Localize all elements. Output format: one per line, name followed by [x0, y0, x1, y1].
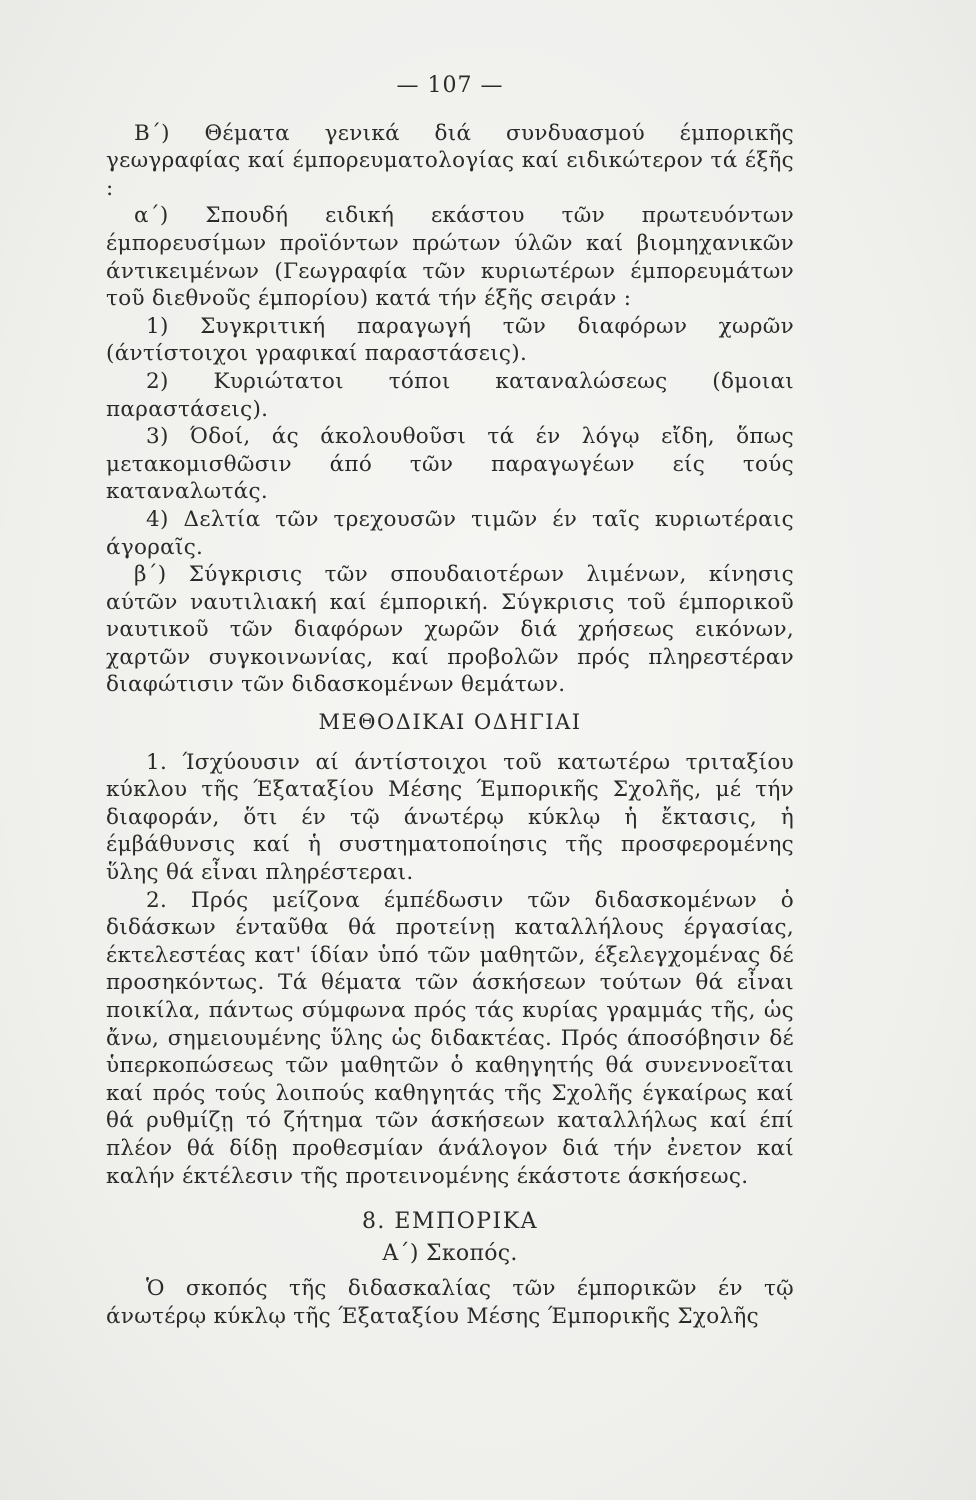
guide-1-paragraph: 1. Ίσχύουσιν αί άντίστοιχοι τοῦ κατωτέρω τριταξίου κύκλου τῆς Έξαταξίου Μέσης Έμπορικῆς Σχολῆς, μέ τήν διαφοράν, ὅτι έν τῷ άνωτέρῳ κύκλῳ ἡ ἔκτασις, ἡ έμβάθυνσις καί ἡ συστηματοποίησις τῆς προσφερομένης ὕλης θά εἶναι πληρέστεραι. — [106, 749, 794, 886]
item-a-paragraph: α΄) Σπουδή ειδική εκάστου τῶν πρωτευόντων έμπορευσίμων προϊόντων πρώτων ύλῶν καί βιομηχανικῶν άντικειμένων (Γεωγραφία τῶν κυριωτέρων έμπορευμάτων τοῦ διεθνοῦς έμπορίου) κατά τήν έξῆς σειράν : — [106, 203, 794, 312]
skopos-paragraph: Ὁ σκοπός τῆς διδασκαλίας τῶν έμπορικῶν έν τῷ άνωτέρῳ κύκλῳ τῆς Έξαταξίου Μέσης Έμπορικῆς Σχολῆς — [106, 1276, 794, 1329]
item-b-paragraph: β΄) Σύγκρισις τῶν σπουδαιοτέρων λιμένων, κίνησις αύτῶν ναυτιλιακή καί έμπορική. Σύγκρισις τοῦ έμπορικοῦ ναυτικοῦ τῶν διαφόρων χωρῶν διά χρήσεως εικόνων, χαρτῶν συγκοινωνίας, καί προβολῶν πρός πληρεστέραν διαφώτισιν τῶν διδασκομένων θεμάτων. — [106, 562, 794, 698]
skopos-subheading: Α΄) Σκοπός. — [382, 1240, 518, 1266]
item-1-paragraph: 1) Συγκριτική παραγωγή τῶν διαφόρων χωρῶν (άντίστοιχοι γραφικαί παραστάσεις). — [106, 313, 794, 367]
page-number: — 107 — — [396, 73, 504, 98]
item-4-paragraph: 4) Δελτία τῶν τρεχουσῶν τιμῶν έν ταῖς κυριωτέραις άγοραῖς. — [106, 506, 794, 560]
guide-2-paragraph: 2. Πρός μείζονα έμπέδωσιν τῶν διδασκομένων ὁ διδάσκων ένταῦθα θά προτείνῃ καταλλήλους έργασίας, έκτελεστέας κατ' ίδίαν ὑπό τῶν μαθητῶν, έξελεγχομένας δέ προσηκόντως. Τά θέματα τῶν άσκήσεων τούτων θά εἶναι ποικίλα, πάντως σύμφωνα πρός τάς κυρίας γραμμάς τῆς, ὡς ἄνω, σημειουμένης ὕλης ὡς διδακτέας. Πρός άποσόβησιν δέ ὑπερκοπώσεως τῶν μαθητῶν ὁ καθηγητής θά συνεννοεῖται καί πρός τούς λοιπούς καθηγητάς τῆς Σχολῆς έγκαίρως καί θά ρυθμίζῃ τό ζήτημα τῶν άσκήσεων καταλλήλως καί έπί πλέον θά δίδῃ προθεσμίαν άνάλογον διά τήν ἐνετον καί καλήν έκτέλεσιν τῆς προτεινομένης έκάστοτε άσκήσεως. — [106, 887, 794, 1189]
item-3-paragraph: 3) Όδοί, άς άκολουθοῦσι τά έν λόγῳ εἴδη, ὅπως μετακομισθῶσιν άπό τῶν παραγωγέων είς τούς καταναλωτάς. — [106, 424, 794, 505]
emporika-heading: 8. ΕΜΠΟΡΙΚΑ — [361, 1209, 539, 1235]
section-b-intro: Β΄) Θέματα γενικά διά συνδυασμού έμπορικῆς γεωγραφίας καί έμπορευματολογίας καί ειδικώτερον τά έξῆς : — [106, 120, 794, 201]
page-text-block — [106, 72, 794, 1331]
methodikai-heading: ΜΕΘΟΔΙΚΑΙ ΟΔΗΓΙΑΙ — [318, 710, 582, 735]
item-2-paragraph: 2) Κυριώτατοι τόποι καταναλώσεως (δμοιαι παραστάσεις). — [106, 368, 794, 422]
